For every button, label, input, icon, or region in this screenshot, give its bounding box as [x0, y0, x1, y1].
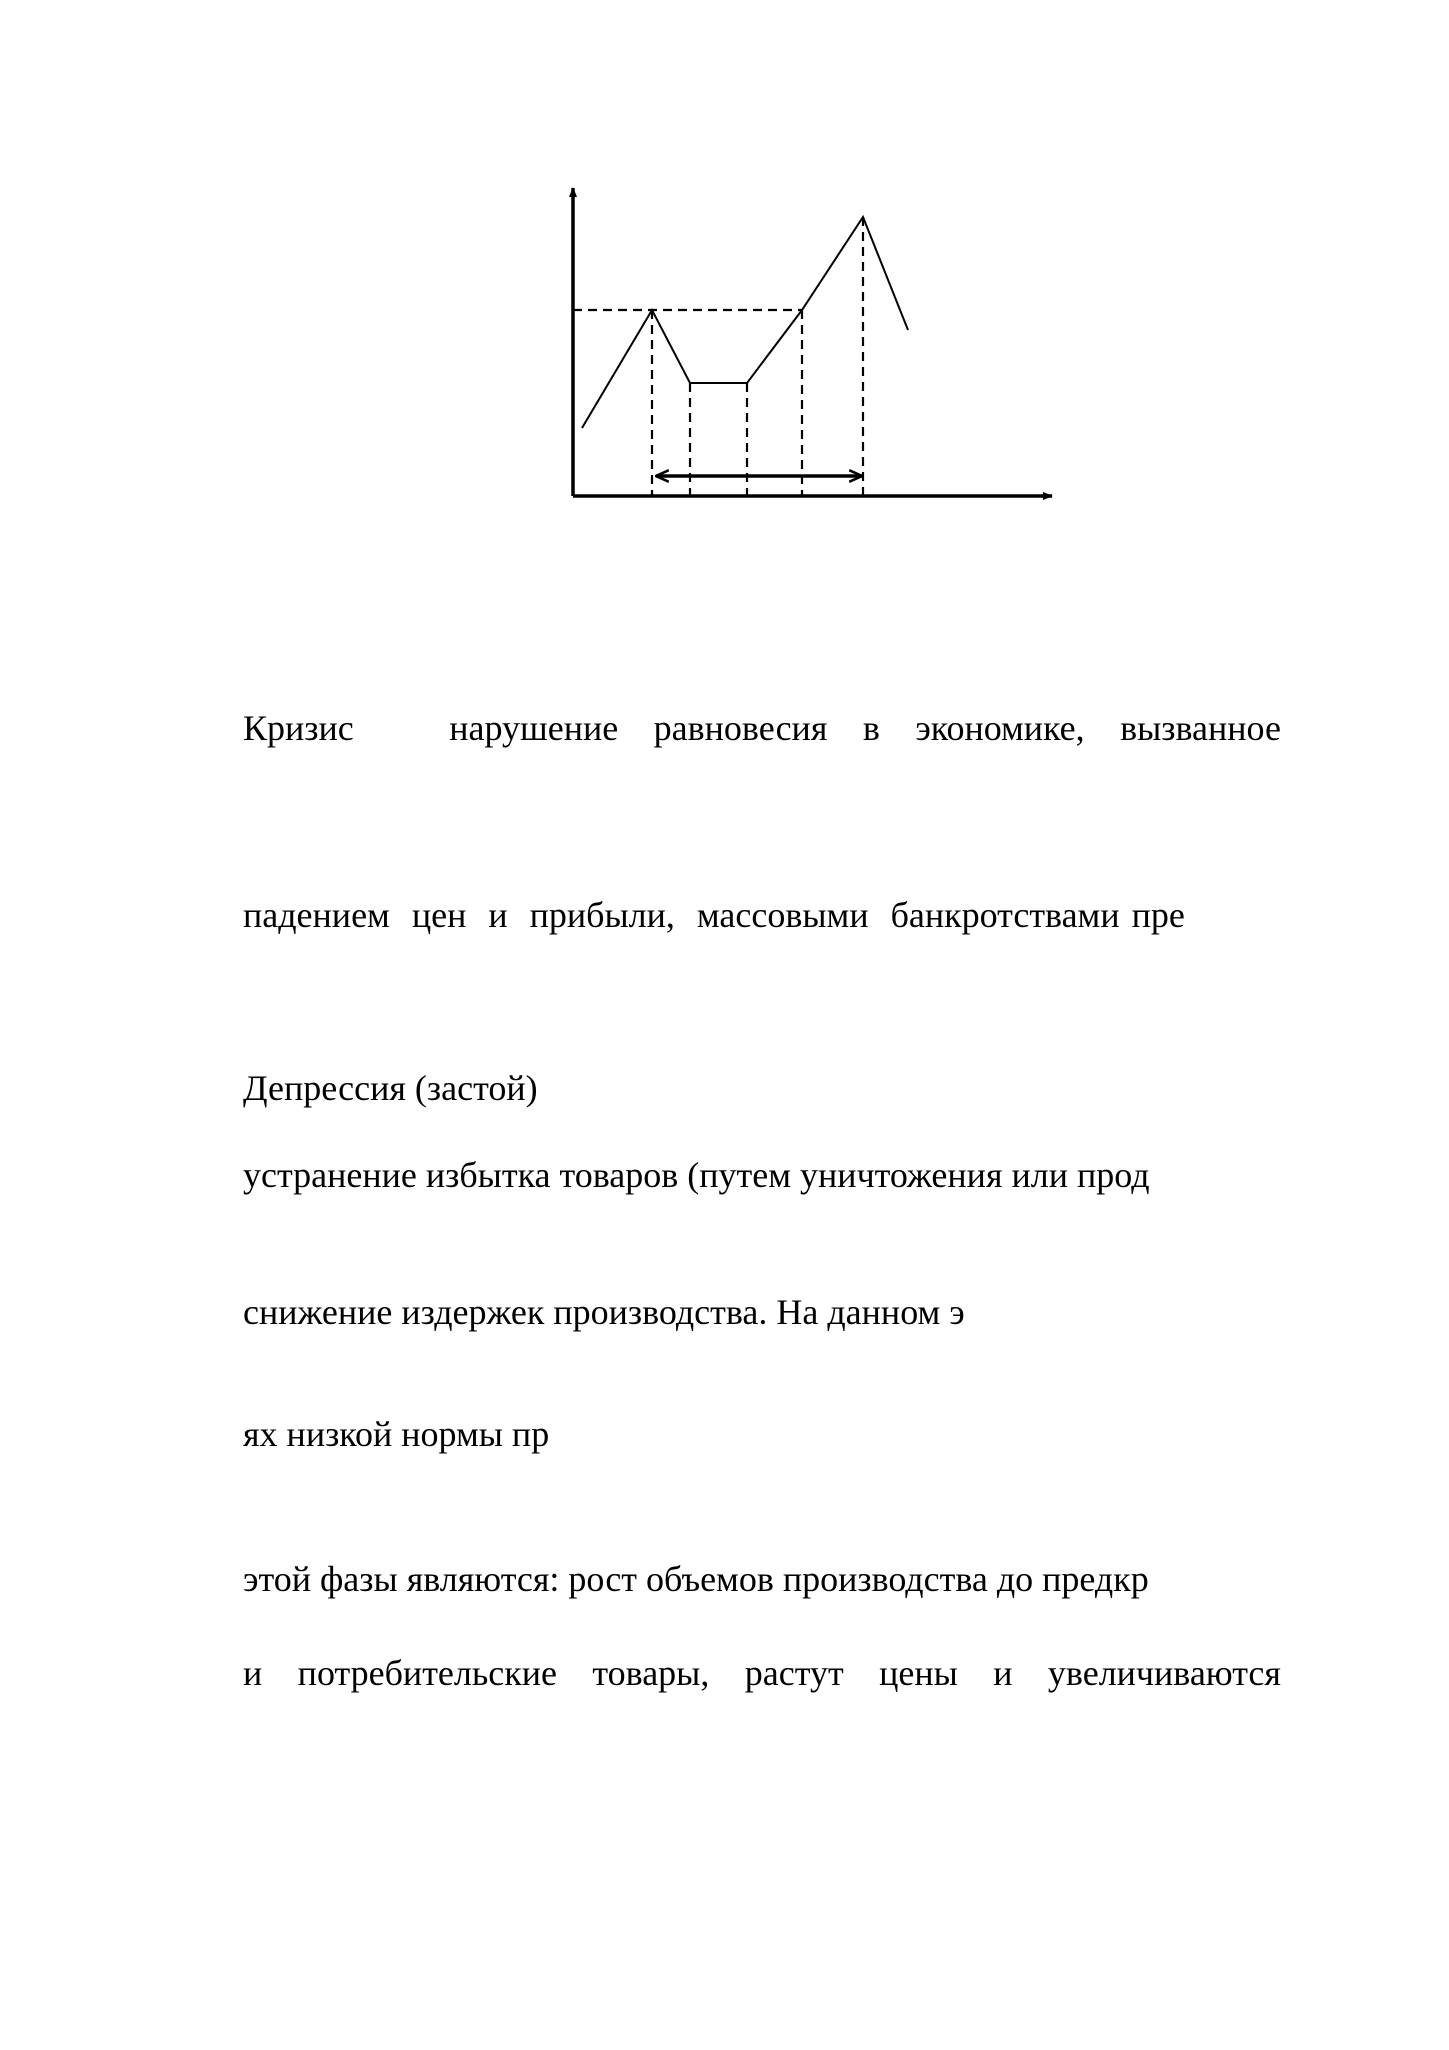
word: массовыми: [696, 895, 869, 935]
word: и: [488, 895, 508, 935]
word: экономике,: [915, 708, 1085, 748]
text-line-4: устранение избытка товаров (путем уничтожения или прод: [243, 1155, 1150, 1195]
word: нарушение: [449, 708, 619, 748]
text-line-2: [243, 893, 1281, 937]
word: Кризис: [243, 708, 354, 748]
cycle-curve: [582, 217, 908, 428]
word: потребительские: [297, 1653, 558, 1693]
word: увеличиваются: [1047, 1653, 1281, 1693]
text-line-8: [243, 1651, 1281, 1695]
word: товары,: [592, 1653, 710, 1693]
word: в: [862, 708, 880, 748]
text-line-3: Депрессия (застой): [243, 1068, 538, 1108]
word: падением: [243, 895, 390, 935]
text-line-1: [243, 706, 1281, 750]
word: и: [243, 1653, 263, 1693]
word: растут: [744, 1653, 844, 1693]
text-line-6: ях низкой нормы пр: [243, 1414, 550, 1454]
word: цены: [879, 1653, 958, 1693]
word: и: [993, 1653, 1013, 1693]
business-cycle-diagram: [0, 0, 1449, 560]
word: цен: [411, 895, 467, 935]
word: равновесия: [653, 708, 828, 748]
word: банкротствами: [890, 895, 1120, 935]
word: прибыли,: [529, 895, 675, 935]
text-line-5: снижение издержек производства. На данном э: [243, 1292, 965, 1332]
word: пре: [1131, 895, 1185, 935]
word: вызванное: [1120, 708, 1281, 748]
text-line-7: этой фазы являются: рост объемов производства до предкр: [243, 1559, 1149, 1599]
